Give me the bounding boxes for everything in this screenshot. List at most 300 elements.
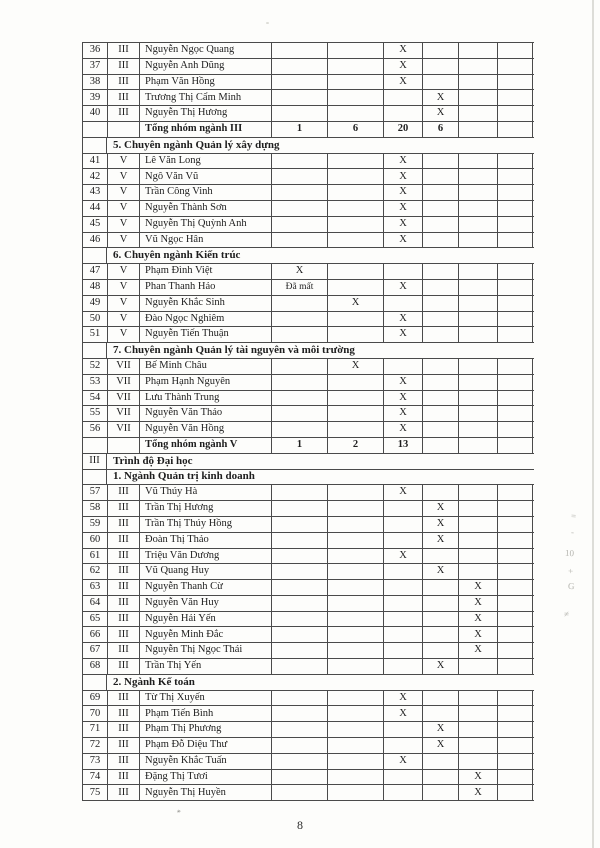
table-row	[82, 75, 534, 91]
bleed-mark: -	[570, 526, 575, 538]
value-cell	[383, 517, 422, 532]
mark-cell: X	[422, 533, 458, 548]
value-cell	[271, 627, 327, 642]
value-cell	[327, 706, 383, 721]
row-number-cell: 59	[82, 517, 107, 532]
value-cell	[497, 580, 533, 595]
mark-cell: X	[422, 659, 458, 674]
mark-cell: X	[422, 90, 458, 105]
table-row	[82, 627, 534, 643]
row-number-cell: 72	[82, 738, 107, 753]
table-row	[82, 201, 534, 217]
value-cell	[458, 517, 497, 532]
value-cell	[271, 706, 327, 721]
section-level-cell	[82, 675, 107, 690]
value-cell	[497, 501, 533, 516]
table-row	[82, 217, 534, 233]
value-cell	[422, 627, 458, 642]
table-row	[82, 533, 534, 549]
name-cell: Ngô Văn Vũ	[139, 169, 271, 184]
group-cell	[107, 438, 139, 453]
value-cell	[497, 706, 533, 721]
value-cell	[422, 691, 458, 706]
value-cell	[422, 312, 458, 327]
name-cell: Vũ Quang Huy	[139, 564, 271, 579]
name-cell: Đặng Thị Tươi	[139, 770, 271, 785]
mark-cell: X	[458, 596, 497, 611]
group-cell: VII	[107, 375, 139, 390]
row-number-cell: 64	[82, 596, 107, 611]
row-number-cell: 41	[82, 154, 107, 169]
value-cell	[383, 580, 422, 595]
mark-cell: X	[327, 296, 383, 311]
value-cell	[327, 738, 383, 753]
group-cell	[107, 122, 139, 137]
table-row	[82, 564, 534, 580]
value-cell	[458, 122, 497, 137]
name-cell: Nguyễn Khắc Sinh	[139, 296, 271, 311]
value-cell	[327, 754, 383, 769]
name-cell: Bế Minh Châu	[139, 359, 271, 374]
mark-cell: X	[271, 264, 327, 279]
section-level-cell: III	[82, 454, 107, 469]
value-cell	[383, 564, 422, 579]
value-cell	[497, 406, 533, 421]
name-cell: Vũ Thúy Hà	[139, 485, 271, 500]
value-cell	[327, 722, 383, 737]
row-number-cell: 62	[82, 564, 107, 579]
table-row	[82, 280, 534, 296]
value-cell	[327, 375, 383, 390]
value-cell	[458, 422, 497, 437]
table-row	[82, 90, 534, 106]
value-cell	[327, 233, 383, 248]
value-cell	[422, 280, 458, 295]
value-cell	[458, 154, 497, 169]
value-cell	[458, 233, 497, 248]
table-row	[82, 391, 534, 407]
value-cell	[327, 391, 383, 406]
value-cell	[383, 596, 422, 611]
mark-cell: X	[458, 580, 497, 595]
value-cell	[497, 280, 533, 295]
value-cell	[271, 201, 327, 216]
row-number-cell: 51	[82, 327, 107, 342]
row-number-cell: 54	[82, 391, 107, 406]
value-cell	[497, 438, 533, 453]
table-row	[82, 580, 534, 596]
table-row	[82, 185, 534, 201]
value-cell	[383, 533, 422, 548]
value-cell	[458, 406, 497, 421]
row-number-cell: 69	[82, 691, 107, 706]
value-cell	[497, 312, 533, 327]
mark-cell: X	[383, 485, 422, 500]
group-cell: III	[107, 485, 139, 500]
mark-cell: X	[383, 549, 422, 564]
value-cell	[422, 706, 458, 721]
mark-cell: X	[383, 43, 422, 58]
group-cell: III	[107, 106, 139, 121]
section-level-cell	[82, 138, 107, 153]
name-cell: Phạm Đỗ Diệu Thư	[139, 738, 271, 753]
group-cell: III	[107, 596, 139, 611]
row-number-cell: 65	[82, 612, 107, 627]
bleed-mark: G	[567, 580, 575, 592]
row-number-cell: 48	[82, 280, 107, 295]
mark-cell: X	[383, 406, 422, 421]
value-cell	[497, 43, 533, 58]
value-cell	[327, 264, 383, 279]
name-cell: Nguyễn Thanh Cừ	[139, 580, 271, 595]
value-cell	[497, 517, 533, 532]
value-cell	[271, 296, 327, 311]
value-cell	[383, 627, 422, 642]
table-row	[82, 659, 534, 675]
mark-cell: X	[422, 722, 458, 737]
name-cell: Phạm Hạnh Nguyên	[139, 375, 271, 390]
value-cell	[497, 154, 533, 169]
value-cell	[458, 738, 497, 753]
value-cell	[327, 691, 383, 706]
table-row	[82, 169, 534, 185]
group-cell: III	[107, 59, 139, 74]
value-cell	[458, 706, 497, 721]
value-cell	[497, 738, 533, 753]
group-cell: III	[107, 43, 139, 58]
table-row	[82, 706, 534, 722]
value-cell	[458, 280, 497, 295]
group-cell: III	[107, 612, 139, 627]
value-cell	[271, 659, 327, 674]
mark-cell: X	[383, 154, 422, 169]
value-cell: 1	[271, 438, 327, 453]
value-cell	[383, 785, 422, 800]
name-cell: Đoàn Thị Thảo	[139, 533, 271, 548]
row-number-cell: 49	[82, 296, 107, 311]
value-cell	[327, 643, 383, 658]
section-header-row	[82, 675, 534, 691]
group-cell: III	[107, 706, 139, 721]
value-cell	[271, 517, 327, 532]
value-cell	[497, 785, 533, 800]
group-cell: III	[107, 754, 139, 769]
name-cell: Phạm Tiến Bình	[139, 706, 271, 721]
section-label: Trình độ Đại học	[113, 454, 193, 467]
group-cell: III	[107, 643, 139, 658]
value-cell	[271, 533, 327, 548]
name-cell: Nguyễn Thị Quỳnh Anh	[139, 217, 271, 232]
value-cell	[327, 185, 383, 200]
value-cell	[271, 154, 327, 169]
value-cell	[271, 90, 327, 105]
row-number-cell	[82, 438, 107, 453]
group-cell: V	[107, 296, 139, 311]
value-cell	[497, 59, 533, 74]
value-cell: 13	[383, 438, 422, 453]
group-cell: V	[107, 185, 139, 200]
group-cell: III	[107, 738, 139, 753]
section-level-cell	[82, 343, 107, 358]
value-cell	[271, 501, 327, 516]
mark-cell: X	[383, 75, 422, 90]
table-row	[82, 501, 534, 517]
value-cell	[327, 59, 383, 74]
row-number-cell: 37	[82, 59, 107, 74]
row-number-cell: 61	[82, 549, 107, 564]
value-cell	[271, 185, 327, 200]
value-cell	[422, 264, 458, 279]
mark-cell: X	[422, 564, 458, 579]
table-row	[82, 327, 534, 343]
value-cell	[271, 643, 327, 658]
group-cell: III	[107, 549, 139, 564]
value-cell	[458, 75, 497, 90]
value-cell	[271, 596, 327, 611]
value-cell	[458, 296, 497, 311]
value-cell	[497, 106, 533, 121]
bleed-mark: =	[570, 510, 577, 522]
value-cell	[422, 154, 458, 169]
group-cell: III	[107, 770, 139, 785]
value-cell	[458, 501, 497, 516]
value-cell	[497, 485, 533, 500]
total-label: Tổng nhóm ngành III	[139, 122, 271, 137]
table-row	[82, 485, 534, 501]
row-number-cell: 73	[82, 754, 107, 769]
value-cell	[271, 43, 327, 58]
value-cell	[422, 406, 458, 421]
table-row	[82, 691, 534, 707]
table-row	[82, 43, 534, 59]
mark-cell: X	[383, 691, 422, 706]
name-cell: Trần Thị Yến	[139, 659, 271, 674]
section-level-cell	[82, 470, 107, 485]
value-cell	[458, 438, 497, 453]
value-cell	[497, 754, 533, 769]
value-cell	[271, 754, 327, 769]
value-cell	[422, 596, 458, 611]
value-cell	[422, 549, 458, 564]
name-cell: Nguyễn Khắc Tuấn	[139, 754, 271, 769]
value-cell	[327, 659, 383, 674]
value-cell	[458, 312, 497, 327]
row-number-cell: 63	[82, 580, 107, 595]
value-cell	[271, 422, 327, 437]
value-cell	[422, 327, 458, 342]
value-cell	[383, 612, 422, 627]
group-cell: III	[107, 90, 139, 105]
name-cell: Nguyễn Thị Ngọc Thái	[139, 643, 271, 658]
name-cell: Nguyễn Văn Huy	[139, 596, 271, 611]
table-row	[82, 549, 534, 565]
value-cell	[327, 406, 383, 421]
section-level-cell	[82, 248, 107, 263]
total-row	[82, 438, 534, 454]
value-cell	[422, 785, 458, 800]
name-cell: Nguyễn Hải Yến	[139, 612, 271, 627]
value-cell	[497, 327, 533, 342]
value-cell	[327, 217, 383, 232]
value-cell	[422, 754, 458, 769]
value-cell	[271, 312, 327, 327]
row-number-cell: 38	[82, 75, 107, 90]
value-cell	[422, 233, 458, 248]
value-cell	[497, 233, 533, 248]
value-cell	[327, 201, 383, 216]
group-cell: V	[107, 217, 139, 232]
name-cell: Vũ Ngọc Hân	[139, 233, 271, 248]
value-cell	[327, 785, 383, 800]
value-cell	[458, 533, 497, 548]
value-cell	[271, 327, 327, 342]
name-cell: Lưu Thành Trung	[139, 391, 271, 406]
name-cell: Trần Thị Hương	[139, 501, 271, 516]
value-cell	[327, 580, 383, 595]
mark-cell: X	[383, 391, 422, 406]
value-cell	[271, 375, 327, 390]
row-number-cell: 53	[82, 375, 107, 390]
value-cell	[458, 59, 497, 74]
row-number-cell: 71	[82, 722, 107, 737]
group-cell: III	[107, 580, 139, 595]
table-row	[82, 375, 534, 391]
total-label: Tổng nhóm ngành V	[139, 438, 271, 453]
value-cell	[497, 533, 533, 548]
value-cell	[497, 75, 533, 90]
value-cell	[383, 90, 422, 105]
value-cell	[497, 391, 533, 406]
value-cell	[383, 359, 422, 374]
value-cell	[422, 580, 458, 595]
name-cell: Đào Ngọc Nghiêm	[139, 312, 271, 327]
value-cell	[271, 564, 327, 579]
row-number-cell: 75	[82, 785, 107, 800]
row-number-cell: 45	[82, 217, 107, 232]
group-cell: VII	[107, 359, 139, 374]
value-cell	[458, 90, 497, 105]
scan-edge-line	[592, 0, 594, 848]
table-row	[82, 738, 534, 754]
name-cell: Phan Thanh Hảo	[139, 280, 271, 295]
table-row	[82, 154, 534, 170]
value-cell	[327, 549, 383, 564]
section-header-row	[82, 248, 534, 264]
value-cell	[497, 643, 533, 658]
group-cell: V	[107, 233, 139, 248]
mark-cell: X	[383, 375, 422, 390]
table-row	[82, 296, 534, 312]
mark-cell: X	[383, 233, 422, 248]
name-cell: Từ Thị Xuyến	[139, 691, 271, 706]
value-cell	[458, 169, 497, 184]
value-cell	[422, 43, 458, 58]
value-cell	[327, 485, 383, 500]
table-row	[82, 612, 534, 628]
value-cell	[458, 359, 497, 374]
mark-cell: X	[458, 627, 497, 642]
value-cell	[422, 185, 458, 200]
value-cell	[383, 264, 422, 279]
value-cell	[422, 75, 458, 90]
value-cell	[458, 549, 497, 564]
value-cell	[422, 201, 458, 216]
value-cell	[271, 738, 327, 753]
group-cell: VII	[107, 422, 139, 437]
mark-cell: X	[383, 59, 422, 74]
group-cell: VII	[107, 391, 139, 406]
value-cell	[497, 549, 533, 564]
scan-dot	[266, 22, 269, 24]
value-cell	[497, 691, 533, 706]
value-cell	[458, 185, 497, 200]
group-cell: III	[107, 691, 139, 706]
name-cell: Phạm Đình Việt	[139, 264, 271, 279]
mark-cell: X	[458, 643, 497, 658]
value-cell	[271, 169, 327, 184]
value-cell	[327, 770, 383, 785]
section-label: 5. Chuyên ngành Quản lý xây dựng	[113, 138, 280, 151]
value-cell	[497, 122, 533, 137]
name-cell: Nguyễn Thị Hương	[139, 106, 271, 121]
value-cell	[422, 296, 458, 311]
mark-cell: X	[383, 217, 422, 232]
bleed-mark: 10	[564, 547, 575, 559]
mark-cell: X	[383, 706, 422, 721]
value-cell	[497, 770, 533, 785]
row-number-cell: 67	[82, 643, 107, 658]
name-cell: Nguyễn Tiến Thuận	[139, 327, 271, 342]
value-cell	[422, 169, 458, 184]
group-cell: III	[107, 533, 139, 548]
name-cell: Nguyễn Thành Sơn	[139, 201, 271, 216]
value-cell	[271, 691, 327, 706]
name-cell: Trương Thị Cẩm Minh	[139, 90, 271, 105]
value-cell	[327, 43, 383, 58]
value-cell	[422, 438, 458, 453]
row-number-cell: 58	[82, 501, 107, 516]
value-cell	[458, 485, 497, 500]
personnel-table	[82, 42, 534, 801]
value-cell	[327, 90, 383, 105]
value-cell	[383, 296, 422, 311]
row-number-cell: 47	[82, 264, 107, 279]
value-cell	[271, 612, 327, 627]
value-cell	[271, 217, 327, 232]
group-cell: V	[107, 280, 139, 295]
value-cell	[458, 754, 497, 769]
value-cell	[497, 217, 533, 232]
value-cell	[383, 722, 422, 737]
table-row	[82, 59, 534, 75]
row-number-cell: 40	[82, 106, 107, 121]
group-cell: V	[107, 327, 139, 342]
section-label: 2. Ngành Kế toán	[113, 675, 195, 688]
table-row	[82, 422, 534, 438]
value-cell	[422, 359, 458, 374]
value-cell	[327, 501, 383, 516]
mark-cell: X	[383, 327, 422, 342]
value-cell	[327, 564, 383, 579]
table-row	[82, 106, 534, 122]
value-cell	[497, 375, 533, 390]
row-number-cell: 52	[82, 359, 107, 374]
value-cell: 6	[327, 122, 383, 137]
value-cell: 6	[422, 122, 458, 137]
value-cell	[422, 612, 458, 627]
value-cell	[497, 422, 533, 437]
value-cell	[327, 596, 383, 611]
